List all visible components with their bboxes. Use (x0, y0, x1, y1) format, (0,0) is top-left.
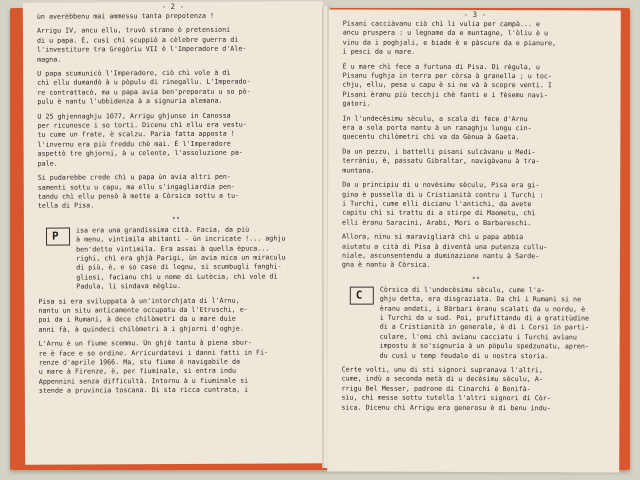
paragraph (342, 114, 610, 143)
text-line: Da un pezzu, i battelli pisani sulcàvanu u Medi- (342, 147, 536, 157)
text-line: per ricunosce i so torti. Dicenu chì ellu era vestu- (37, 120, 247, 130)
text-line: nantu un situ anticamente occupatu da l'Etruschi, e- (38, 305, 248, 315)
text-line: siu, chì messe sottu tutella l'altri signori di Còr- (341, 393, 551, 403)
right-page (327, 9, 621, 472)
text-line: u mare à Firenze, è, per fiuminale, si entra indu (38, 367, 237, 377)
paragraph (37, 11, 313, 22)
text-line: righi, chì era ghjà Parigi, ùn avia mica un miraculu (76, 253, 286, 263)
paragraph (342, 62, 610, 110)
text-line: anni fà, à quindeci chilòmetri à i ghjorni d'oghje. (38, 324, 244, 334)
text-line: Còrsica di l'undecèsimu sèculu, cume l'a- (379, 285, 545, 294)
text-line: l'investiture tra Gregòriu VII è l'Imperadore d'Ale- (37, 44, 247, 54)
dropcap-paragraph (38, 225, 314, 292)
text-line: di a Cristianità in generale, è di i Corsi in parti- (379, 323, 590, 332)
text-line: aspettò tre ghjorni, à u celente, l'assoluzione pa- (37, 148, 243, 158)
text-line: Pisa si era sviluppata à un'intorchjata di l'Arnu, (38, 296, 240, 306)
text-line: sica. Dicenu chì Arrigu era generosu è di benu indu- (341, 403, 551, 412)
text-line: i Turchi da u sud. Poi, prufittandu di a gratitùdine (379, 313, 590, 323)
paragraph (343, 20, 611, 59)
text-line: capitu chì si trattu di a stirpe di Maometu, chì (342, 208, 536, 218)
text-line: Pisani èranu più tecchji chè fanti e i fèsemu navi- (342, 90, 548, 100)
paragraph (342, 147, 610, 176)
text-line: terràniu, è, passatu Gibraltar, navigàvanu à tra- (342, 156, 540, 166)
text-line: chju, ellu, pesa u capu è si ne và à scopre venti. I (342, 80, 552, 90)
page-text (327, 19, 620, 413)
text-line: Da u principiu di u novèsimu sèculu, Pisa era gi- (342, 180, 540, 190)
text-line: samenti sottu u capu, ma ellu s'ingagliardia pen- (37, 182, 236, 192)
text-line: Arrigu IV, ancu ellu, truvò strane è pretensioni (36, 26, 231, 36)
text-line: Appennini senza difficultà. Intornu à u fiuminale si (38, 376, 249, 386)
paragraph (341, 366, 609, 414)
text-line: èranu andati, i Bàrbari èranu scalati da u nordu, è (379, 304, 586, 313)
text-line: di più, è, e so case di legnu, si scumbugli fanghi- (76, 262, 282, 272)
paragraph (38, 296, 314, 335)
text-line: pale. (37, 159, 58, 168)
ornament-mark: °° (471, 275, 481, 284)
paragraph (76, 225, 314, 292)
text-line: tu cume un frate, è scalzu. Paria fatta apposta ! (37, 130, 235, 140)
text-line: ancu pruspera : u legname da e muntagne, l'òliu è u (342, 28, 549, 38)
text-line: ghju detta, era disgraziata. Da chì i Rumani si ne (379, 294, 582, 304)
dropcap-letter: C (355, 288, 363, 302)
text-line: poi da i Rumani, à dece chilòmetri da u mare duìe (38, 315, 236, 325)
text-line: quecentu chilòmetri chì va da Gènua à Gaeta. (342, 133, 520, 142)
text-line: Pisani cacciàvanu ciò chì li vulia per campà... e (342, 19, 541, 29)
paragraph (342, 233, 610, 272)
text-line: Certe volti, unu di sti signori supranava l'altri, (341, 365, 543, 375)
text-line: U 25 ghjennaghju 1077, Arrigu ghjunse in Canossa (37, 111, 231, 121)
text-line: impostu à so'signuria à un pòpulu spedzunatu, apren- (379, 341, 590, 351)
text-line: era a sola porta nantu à un ranaghju lungu cin- (342, 123, 532, 133)
text-line: i pesci da u mare. (342, 47, 416, 57)
dropcap-letter: P (51, 229, 59, 243)
text-line: L'Arnu è un fiume scemmu. Ùn ghjè tantu à piena sbur- (38, 338, 252, 348)
text-line: In l'undecèsimu sèculu, a scala di fece d'Arnu (342, 114, 528, 123)
text-line: gliosi, facìanu chì u nome di Lutècia, chì vole dì (76, 272, 278, 282)
ornament-mark: °° (171, 215, 181, 224)
text-line: renze d'aprile 1966. Ma, stu fiume è navigabile da (38, 357, 241, 367)
text-line: isa era una grandìssima cità. Facia, da più (75, 225, 250, 235)
text-line: i Turchi, cume elli dicianu l'antichi, da avete (342, 199, 532, 209)
left-page (23, 1, 325, 465)
text-line: l'invernu era più freddu chè mai. È l'Imperadore (37, 139, 231, 149)
text-line: elli èranu Saracini, Arabi, Mori o Barbareschi. (342, 218, 532, 227)
text-line: Si pudarebbe crede chì u papa ùn avia altri pen- (37, 172, 231, 182)
text-line: du cusì u temp feudale di u nostra storia. (379, 351, 549, 360)
text-line: re contrattacò, ma u papa avia ben'preparatu u so pò- (37, 87, 251, 97)
paragraph (38, 172, 314, 211)
page-number: - 3 - (463, 9, 487, 20)
text-line: chì ellu dumandò à u pòpulu di rinegallu. L'Imperado- (37, 78, 251, 88)
text-line: gna è nantu à Còrsica. (341, 260, 431, 270)
text-line: re è face e so ordine. Arricurdatevi i danni fatti in Fi- (38, 348, 269, 358)
text-line: aiutatu a cità di Pisa à diventà una putenza cullu- (341, 242, 548, 251)
text-line: U papa scumunicò l'Imperadore, ciò chì vole à dì (37, 68, 231, 78)
text-line: ùn averèbbenu mai ammessu tanta prepotenza ! (36, 11, 215, 21)
text-line: culare, l'omi chì avìanu cacciatu i Turchi avìanu (379, 332, 577, 342)
paragraph (342, 181, 610, 229)
text-line: tella di Pisa. (37, 201, 95, 211)
paragraph (380, 285, 610, 361)
text-line: pulu è nantu l'ubbidenza à a signuria alemana. (37, 96, 223, 106)
text-line: magna. (37, 55, 62, 64)
dropcap-paragraph (342, 285, 610, 361)
dropcap-box (350, 286, 374, 304)
text-line: gatori. (342, 99, 371, 108)
text-line: tandu chì ellu pensò à mette a Còrsica sottu a tu- (37, 191, 240, 201)
text-line: niale, ascunsentendu a duminazione nantu à Sarde- (341, 251, 540, 261)
dropcap-box (46, 227, 70, 245)
text-line: È u mare chì fece a furtuna di Pisa. Di règula, u (342, 62, 540, 71)
text-line: Pisanu fughja in terra per còrsa à granella ; u toc- (342, 71, 552, 81)
text-line: muntana. (342, 166, 375, 175)
text-line: gina è pussella di u Cristianità contru i Turchi : (342, 190, 544, 199)
text-line: ben'detto vintimila. Era assai à quella èpuca... (76, 244, 270, 254)
paragraph (39, 338, 315, 396)
page-number: - 2 - (161, 1, 185, 12)
text-line: cume, indù a seconda metà di u decèsimu sèculu, A- (341, 374, 543, 384)
paragraph (37, 111, 313, 169)
text-line: à menu, vintimila abitanti - ùn incricate !... aghju (76, 234, 286, 244)
text-line: rrigu Bel Messer, padrone di Cinarchi è Bonifà- (341, 384, 531, 394)
text-line: Allora, ninu si maravigliarà chì u papa abbia (342, 232, 524, 242)
paragraph (37, 68, 313, 107)
text-line: vinu da i poghjali, e biade è e pàscure da e pianure, (342, 38, 557, 48)
text-line: stende a pruvincia toscana. Di sta ricca cuntrata, i (38, 385, 249, 395)
paragraph (37, 26, 313, 65)
page-text (23, 11, 325, 396)
text-line: di u papa. È, cusì chì scuppiò a cèlebre guerra di (36, 35, 239, 45)
text-line: Padula, li sìndava mègliu. (76, 282, 181, 291)
